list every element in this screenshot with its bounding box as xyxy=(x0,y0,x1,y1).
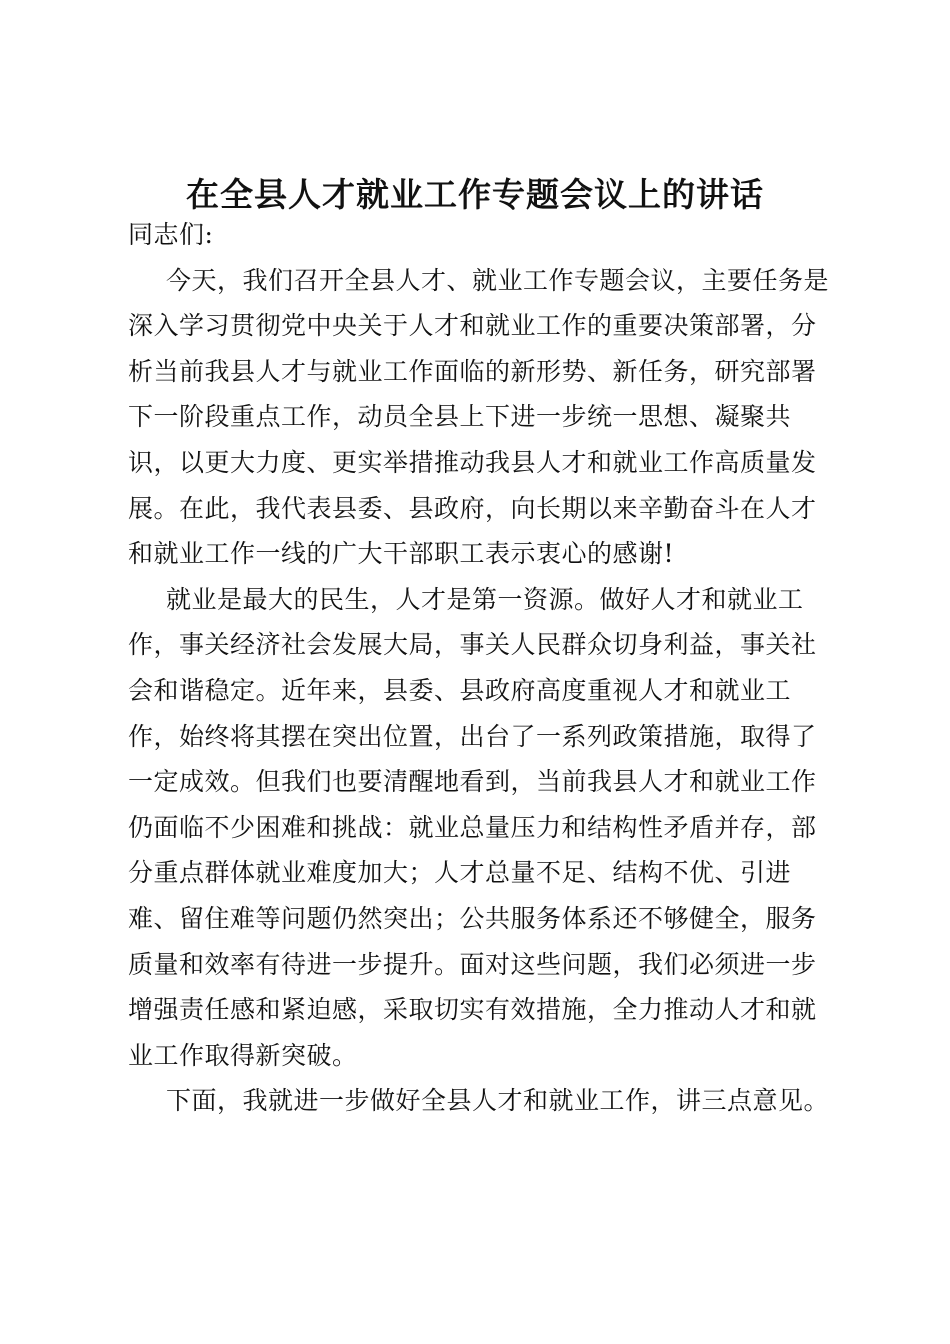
body-line: 难、留住难等问题仍然突出；公共服务体系还不够健全，服务 xyxy=(128,903,817,933)
body-line: 识，以更大力度、更实举措推动我县人才和就业工作高质量发 xyxy=(128,447,817,477)
body-line: 会和谐稳定。近年来，县委、县政府高度重视人才和就业工 xyxy=(128,675,792,705)
body-line: 一定成效。但我们也要清醒地看到，当前我县人才和就业工作 xyxy=(128,767,817,797)
body-line: 析当前我县人才与就业工作面临的新形势、新任务，研究部署 xyxy=(128,356,817,386)
body-line: 和就业工作一线的广大干部职工表示衷心的感谢! xyxy=(128,539,675,569)
salutation: 同志们: xyxy=(128,220,214,249)
body-line: 作，始终将其摆在突出位置，出台了一系列政策措施，取得了 xyxy=(128,721,817,751)
body-line: 仍面临不少困难和挑战：就业总量压力和结构性矛盾并存，部 xyxy=(128,812,817,842)
body-line: 增强责任感和紧迫感，采取切实有效措施，全力推动人才和就 xyxy=(128,995,817,1025)
body-line: 下一阶段重点工作，动员全县上下进一步统一思想、凝聚共 xyxy=(128,402,792,432)
body-line: 就业是最大的民生，人才是第一资源。做好人才和就业工 xyxy=(166,584,804,614)
body-line: 下面，我就进一步做好全县人才和就业工作，讲三点意见。 xyxy=(166,1086,830,1116)
body-line: 作，事关经济社会发展大局，事关人民群众切身利益，事关社 xyxy=(128,630,817,660)
body-line: 深入学习贯彻党中央关于人才和就业工作的重要决策部署，分 xyxy=(128,311,817,341)
document-title: 在全县人才就业工作专题会议上的讲话 xyxy=(186,175,764,214)
body-line: 分重点群体就业难度加大；人才总量不足、结构不优、引进 xyxy=(128,858,792,888)
body-line: 质量和效率有待进一步提升。面对这些问题，我们必须进一步 xyxy=(128,949,817,979)
body-line: 展。在此，我代表县委、县政府，向长期以来辛勤奋斗在人才 xyxy=(128,493,817,523)
body-line: 业工作取得新突破。 xyxy=(128,1040,358,1070)
document-body xyxy=(128,212,832,1124)
body-line: 今天，我们召开全县人才、就业工作专题会议，主要任务是 xyxy=(166,265,830,295)
